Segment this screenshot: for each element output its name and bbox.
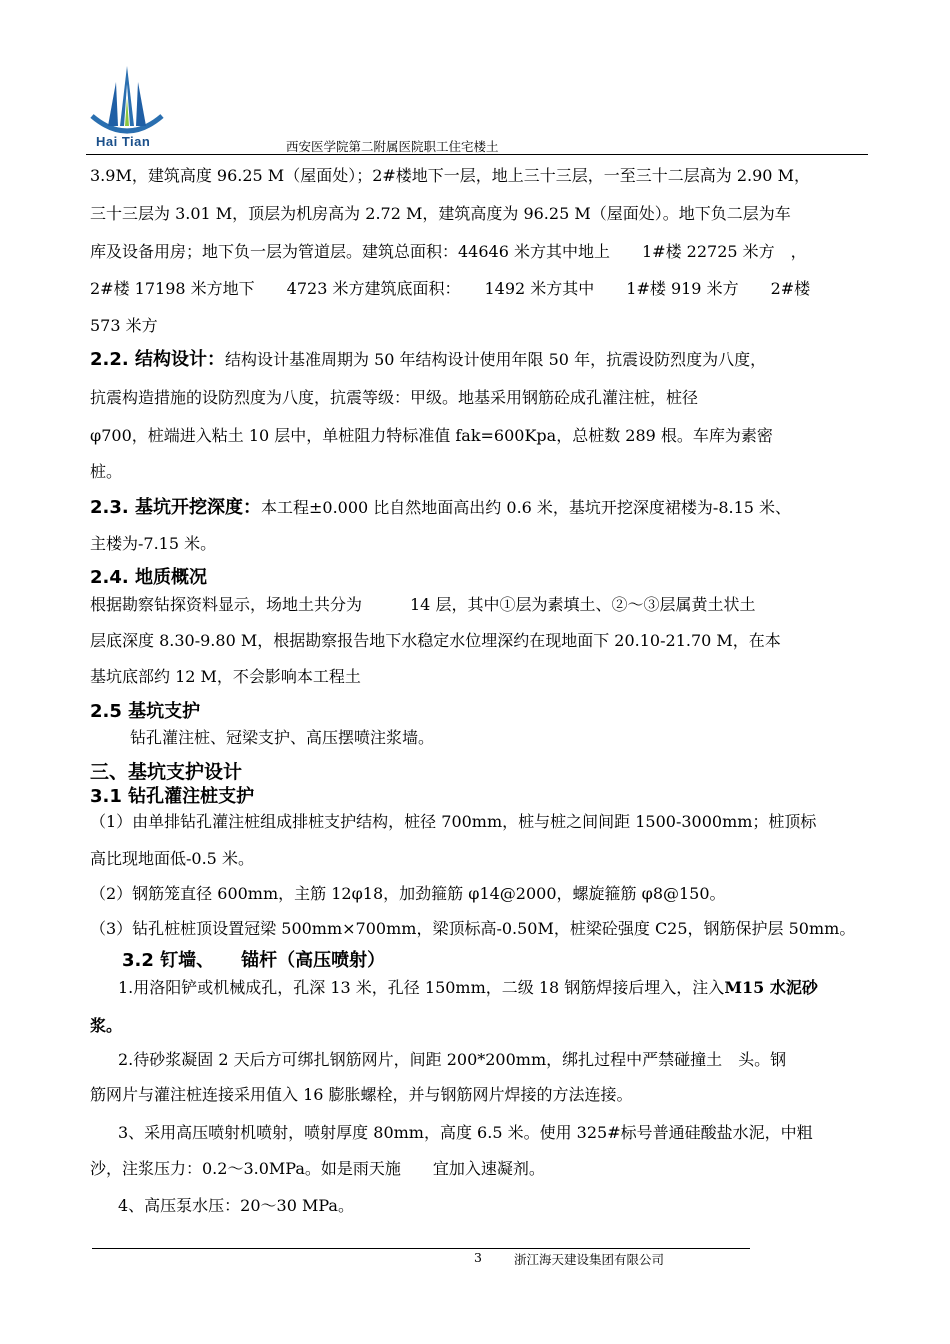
paragraph-line: 主楼为-7.15 米。: [90, 534, 217, 553]
paragraph-line: 层底深度 8.30-9.80 M，根据勘察报告地下水稳定水位埋深约在现地面下 20.10-21.70 M，在本: [90, 631, 781, 650]
paragraph-line: 4、高压泵水压：20～30 MPa。: [118, 1196, 354, 1215]
header-title: 西安医学院第二附属医院职工住宅楼土: [286, 139, 499, 154]
paragraph-line: 573 米方: [90, 316, 158, 335]
section-2-3: [90, 498, 791, 518]
page-number: 3: [474, 1250, 482, 1265]
section-2-2: [90, 350, 766, 370]
paragraph-text: 1.用洛阳铲或机械成孔，孔深 13 米，孔径 150mm，二级 18 钢筋焊接后埋入，注入: [118, 978, 725, 997]
paragraph-line: 抗震构造措施的设防烈度为八度，抗震等级：甲级。地基采用钢筋砼成孔灌注桩，桩径: [90, 388, 699, 407]
paragraph-line: 根据勘察钻探资料显示，场地土共分为 14 层，其中①层为素填土、②～③层属黄土状土: [90, 595, 756, 614]
paragraph-line: 三十三层为 3.01 M，顶层为机房高为 2.72 M，建筑高度为 96.25 M（屋面处）。地下负二层为车: [90, 204, 791, 223]
logo-text: Hai Tian: [96, 134, 151, 149]
bold-text: M15 水泥砂: [724, 978, 818, 997]
paragraph-text: 结构设计基准周期为 50 年结构设计使用年限 50 年，抗震设防烈度为八度，: [225, 350, 767, 369]
paragraph-line: （3）钻孔桩桩顶设置冠梁 500mm×700mm，梁顶标高-0.50M，桩梁砼强度 C25，钢筋保护层 50mm。: [90, 919, 856, 938]
footer-divider: [92, 1248, 750, 1249]
paragraph-line: [118, 978, 818, 998]
section-heading: 2.4. 地质概况: [90, 567, 207, 588]
paragraph-line: 2.待砂浆凝固 2 天后方可绑扎钢筋网片，间距 200*200mm，绑扎过程中严禁碰撞土 头。钢: [118, 1050, 787, 1069]
paragraph-line: 基坑底部约 12 M，不会影响本工程土: [90, 667, 361, 686]
paragraph-line: φ700，桩端进入粘土 10 层中，单桩阻力特标准值 fak=600Kpa，总桩数 289 根。车库为素密: [90, 426, 773, 445]
section-heading: 3.1 钻孔灌注桩支护: [90, 786, 255, 807]
footer-company: 浙江海天建设集团有限公司: [514, 1252, 665, 1267]
header-divider: [86, 154, 868, 155]
paragraph-line: 高比现地面低-0.5 米。: [90, 849, 254, 868]
section-heading: 2.5 基坑支护: [90, 701, 201, 722]
section-heading: 3.2 钉墙、 锚杆（高压喷射）: [122, 950, 386, 971]
paragraph-line: 3.9M，建筑高度 96.25 M（屋面处）；2#楼地下一层，地上三十三层，一至三十二层高为 2.90 M，: [90, 166, 810, 185]
paragraph-line: （2）钢筋笼直径 600mm，主筋 12φ18，加劲箍筋 φ14@2000，螺旋箍筋 φ8@150。: [90, 884, 726, 903]
section-heading: 2.3. 基坑开挖深度：: [90, 497, 261, 518]
paragraph-line: 浆。: [90, 1016, 123, 1035]
section-heading: 2.2. 结构设计：: [90, 349, 225, 370]
paragraph-line: （1）由单排钻孔灌注桩组成排桩支护结构，桩径 700mm，桩与桩之间间距 1500-3000mm；桩顶标: [90, 812, 817, 831]
paragraph-text: 本工程±0.000 比自然地面高出约 0.6 米，基坑开挖深度裙楼为-8.15 米、: [261, 498, 792, 517]
paragraph-line: 3、采用高压喷射机喷射，喷射厚度 80mm，高度 6.5 米。使用 325#标号普通硅酸盐水泥，中粗: [118, 1123, 813, 1142]
chapter-heading: 三、基坑支护设计: [90, 761, 243, 783]
paragraph-line: 桩。: [90, 462, 123, 481]
paragraph-line: 筋网片与灌注桩连接采用值入 16 膨胀螺栓，并与钢筋网片焊接的方法连接。: [90, 1085, 633, 1104]
paragraph-line: 库及设备用房；地下负一层为管道层。建筑总面积：44646 米方其中地上 1#楼 22725 米方 ，: [90, 242, 807, 261]
paragraph-line: 钻孔灌注桩、冠梁支护、高压摆喷注浆墙。: [130, 728, 435, 747]
paragraph-line: 2#楼 17198 米方地下 4723 米方建筑底面积： 1492 米方其中 1#楼 919 米方 2#楼: [90, 279, 811, 298]
paragraph-line: 沙，注浆压力：0.2～3.0MPa。如是雨天施 宜加入速凝剂。: [90, 1159, 545, 1178]
